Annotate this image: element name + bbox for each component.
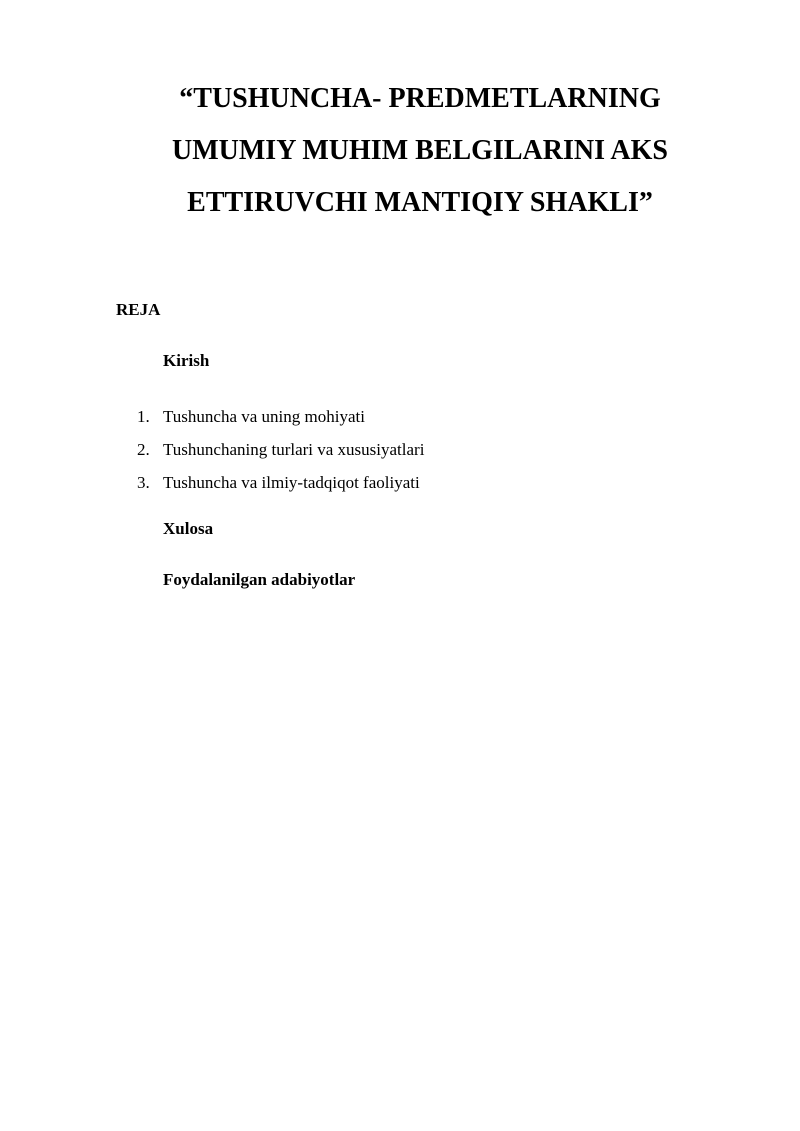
title-line: UMUMIY MUHIM BELGILARINI AKS [172,135,668,166]
introduction-heading: Kirish [163,351,210,370]
plan-item-number: 1. [137,407,150,426]
plan-heading: REJA [116,300,161,319]
title-line: “TUSHUNCHA- PREDMETLARNING [179,83,661,114]
plan-item [137,400,424,433]
plan-item [137,433,425,466]
plan-list [137,400,425,499]
document-title [110,73,730,229]
title-line: ETTIRUVCHI MANTIQIY SHAKLI” [187,187,653,218]
plan-item-text: Tushunchaning turlari va xususiyatlari [163,440,425,459]
plan-item-number: 3. [137,473,150,492]
plan-item-text: Tushuncha va ilmiy-tadqiqot faoliyati [163,473,420,492]
conclusion-heading: Xulosa [163,519,214,538]
plan-item-number: 2. [137,440,150,459]
plan-item-text: Tushuncha va uning mohiyati [163,407,365,426]
plan-item [137,466,424,499]
references-heading: Foydalanilgan adabiyotlar [163,570,356,589]
